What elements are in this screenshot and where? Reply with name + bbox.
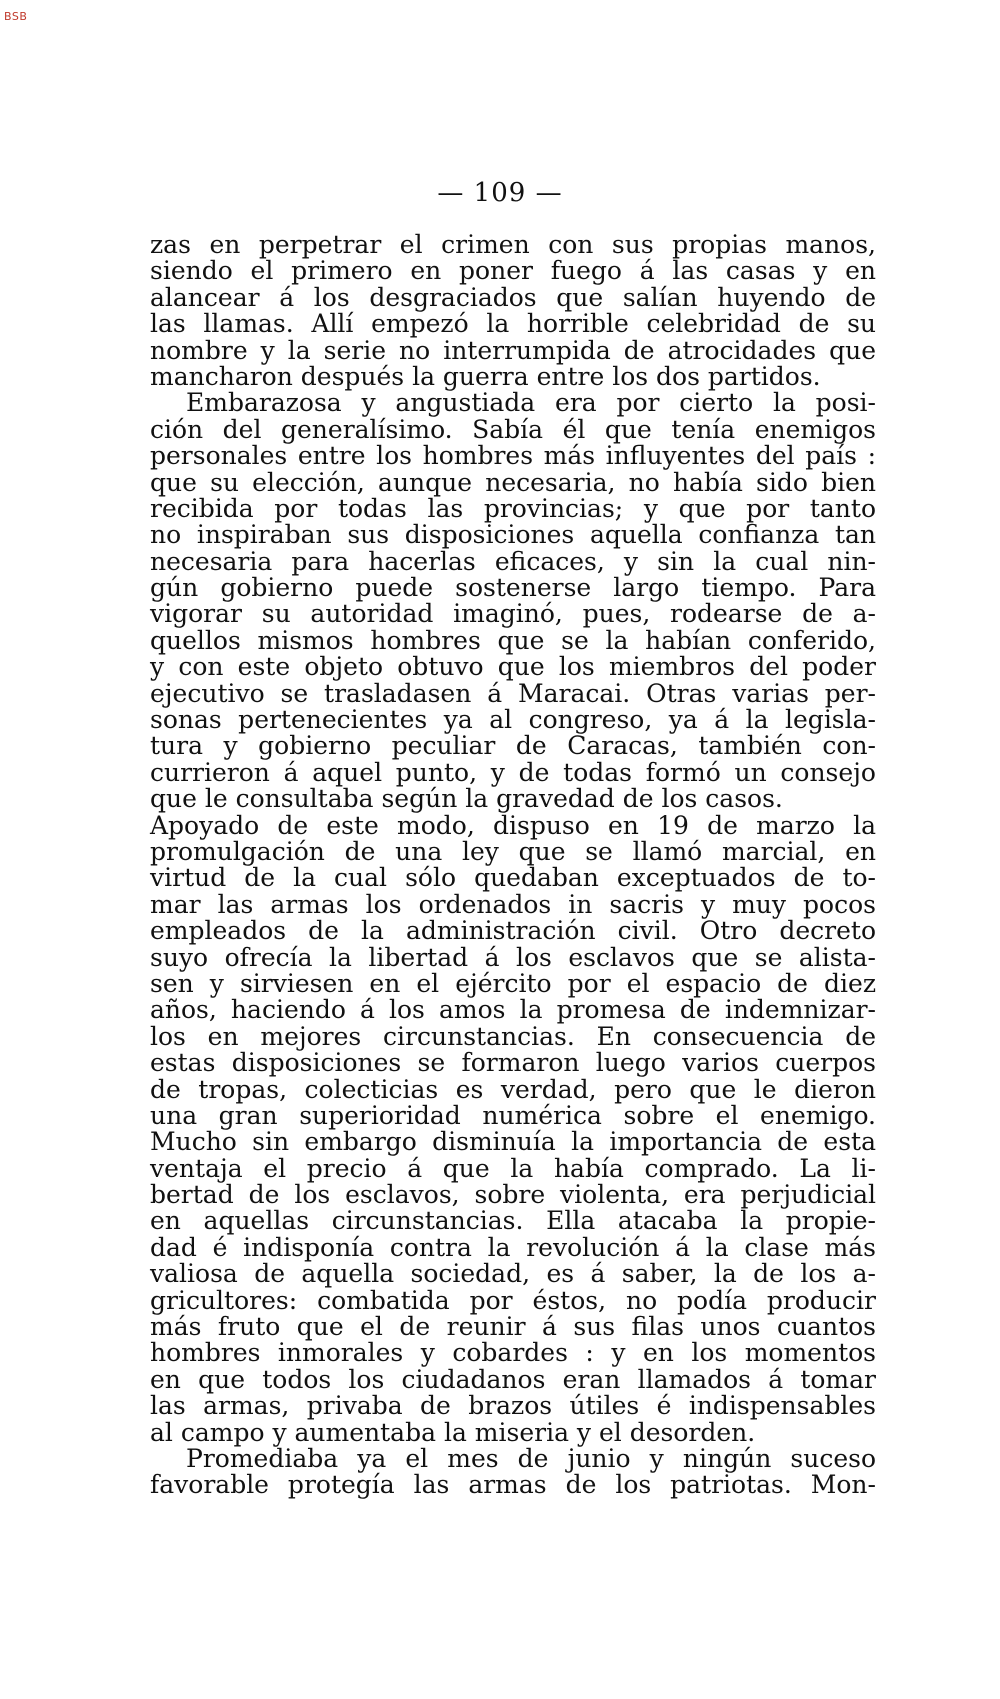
text-line: Embarazosa y angustiada era por cierto la posi- (186, 388, 876, 418)
text-line: siendo el primero en poner fuego á las casas y en (150, 256, 876, 286)
text-line: mar las armas los ordenados in sacris y muy pocos (150, 889, 876, 919)
page-number: — 109 — (437, 178, 563, 208)
text-line: y con este objeto obtuvo que los miembros del poder (150, 652, 876, 682)
text-line: sonas pertenecientes ya al congreso, ya á la legisla- (150, 705, 876, 735)
text-line: tura y gobierno peculiar de Caracas, también con- (150, 731, 876, 761)
text-line: zas en perpetrar el crimen con sus propias manos, (150, 230, 876, 259)
text-line: más fruto que el de reunir á sus filas unos cuantos (150, 1312, 876, 1342)
text-line: promulgación de una ley que se llamó marcial, en (150, 836, 876, 866)
text-line: gricultores: combatida por éstos, no podía producir (150, 1285, 876, 1315)
text-line: quellos mismos hombres que se la habían conferido, (150, 625, 876, 655)
text-line: estas disposiciones se formaron luego varios cuerpos (150, 1048, 876, 1078)
text-line: que le consultaba según la gravedad de los casos. (150, 784, 783, 814)
text-line: de tropas, colecticias es verdad, pero que le dieron (150, 1074, 876, 1104)
text-line: en que todos los ciudadanos eran llamados á tomar (150, 1364, 876, 1394)
body-text (150, 232, 876, 1499)
library-stamp-label: BSB (4, 10, 28, 23)
text-line: Mucho sin embargo disminuía la importancia de esta (150, 1127, 876, 1157)
text-line: que su elección, aunque necesaria, no había sido bien (150, 467, 876, 497)
text-line: una gran superioridad numérica sobre el enemigo. (150, 1100, 876, 1130)
text-line: los en mejores circunstancias. En consecuencia de (150, 1021, 876, 1051)
text-line: personales entre los hombres más influyentes del país : (150, 441, 876, 471)
text-line: favorable protegía las armas de los patriotas. Mon- (150, 1470, 876, 1500)
text-line: al campo y aumentaba la miseria y el desorden. (150, 1417, 756, 1447)
text-line: Promediaba ya el mes de junio y ningún suceso (186, 1443, 876, 1473)
text-line: dad é indisponía contra la revolución á la clase más (150, 1232, 876, 1262)
text-line: gún gobierno puede sostenerse largo tiempo. Para (150, 573, 876, 603)
text-line: currieron á aquel punto, y de todas formó un consejo (150, 757, 876, 787)
text-line: valiosa de aquella sociedad, es á saber, la de los a- (150, 1259, 876, 1289)
text-line: mancharon después la guerra entre los dos partidos. (150, 361, 821, 391)
text-line: las llamas. Allí empezó la horrible celebridad de su (150, 309, 876, 339)
text-line: no inspiraban sus disposiciones aquella confianza tan (150, 520, 876, 550)
text-line: vigorar su autoridad imaginó, pues, rodearse de a- (150, 599, 876, 629)
text-line: necesaria para hacerlas eficaces, y sin la cual nin- (150, 546, 876, 576)
text-line: hombres inmorales y cobardes : y en los momentos (150, 1338, 876, 1368)
text-line: bertad de los esclavos, sobre violenta, era perjudicial (150, 1180, 876, 1210)
text-line: ejecutivo se trasladasen á Maracai. Otras varias per- (150, 678, 876, 708)
text-line: virtud de la cual sólo quedaban exceptuados de to- (150, 863, 876, 893)
text-line: nombre y la serie no interrumpida de atrocidades que (150, 335, 876, 365)
text-line: recibida por todas las provincias; y que por tanto (150, 493, 876, 523)
text-line: las armas, privaba de brazos útiles é indispensables (150, 1391, 876, 1421)
text-line: alancear á los desgraciados que salían huyendo de (150, 282, 876, 312)
text-line: ventaja el precio á que la había comprado. La li- (150, 1153, 876, 1183)
text-line: años, haciendo á los amos la promesa de indemnizar- (150, 995, 876, 1025)
text-line: ción del generalísimo. Sabía él que tenía enemigos (150, 414, 876, 444)
text-line: Apoyado de este modo, dispuso en 19 de marzo la (150, 810, 876, 840)
text-line: en aquellas circunstancias. Ella atacaba la propie- (150, 1206, 876, 1236)
text-line: empleados de la administración civil. Otro decreto (150, 916, 876, 946)
text-line: sen y sirviesen en el ejército por el espacio de diez (150, 968, 876, 998)
text-line: suyo ofrecía la libertad á los esclavos que se alista- (150, 942, 876, 972)
